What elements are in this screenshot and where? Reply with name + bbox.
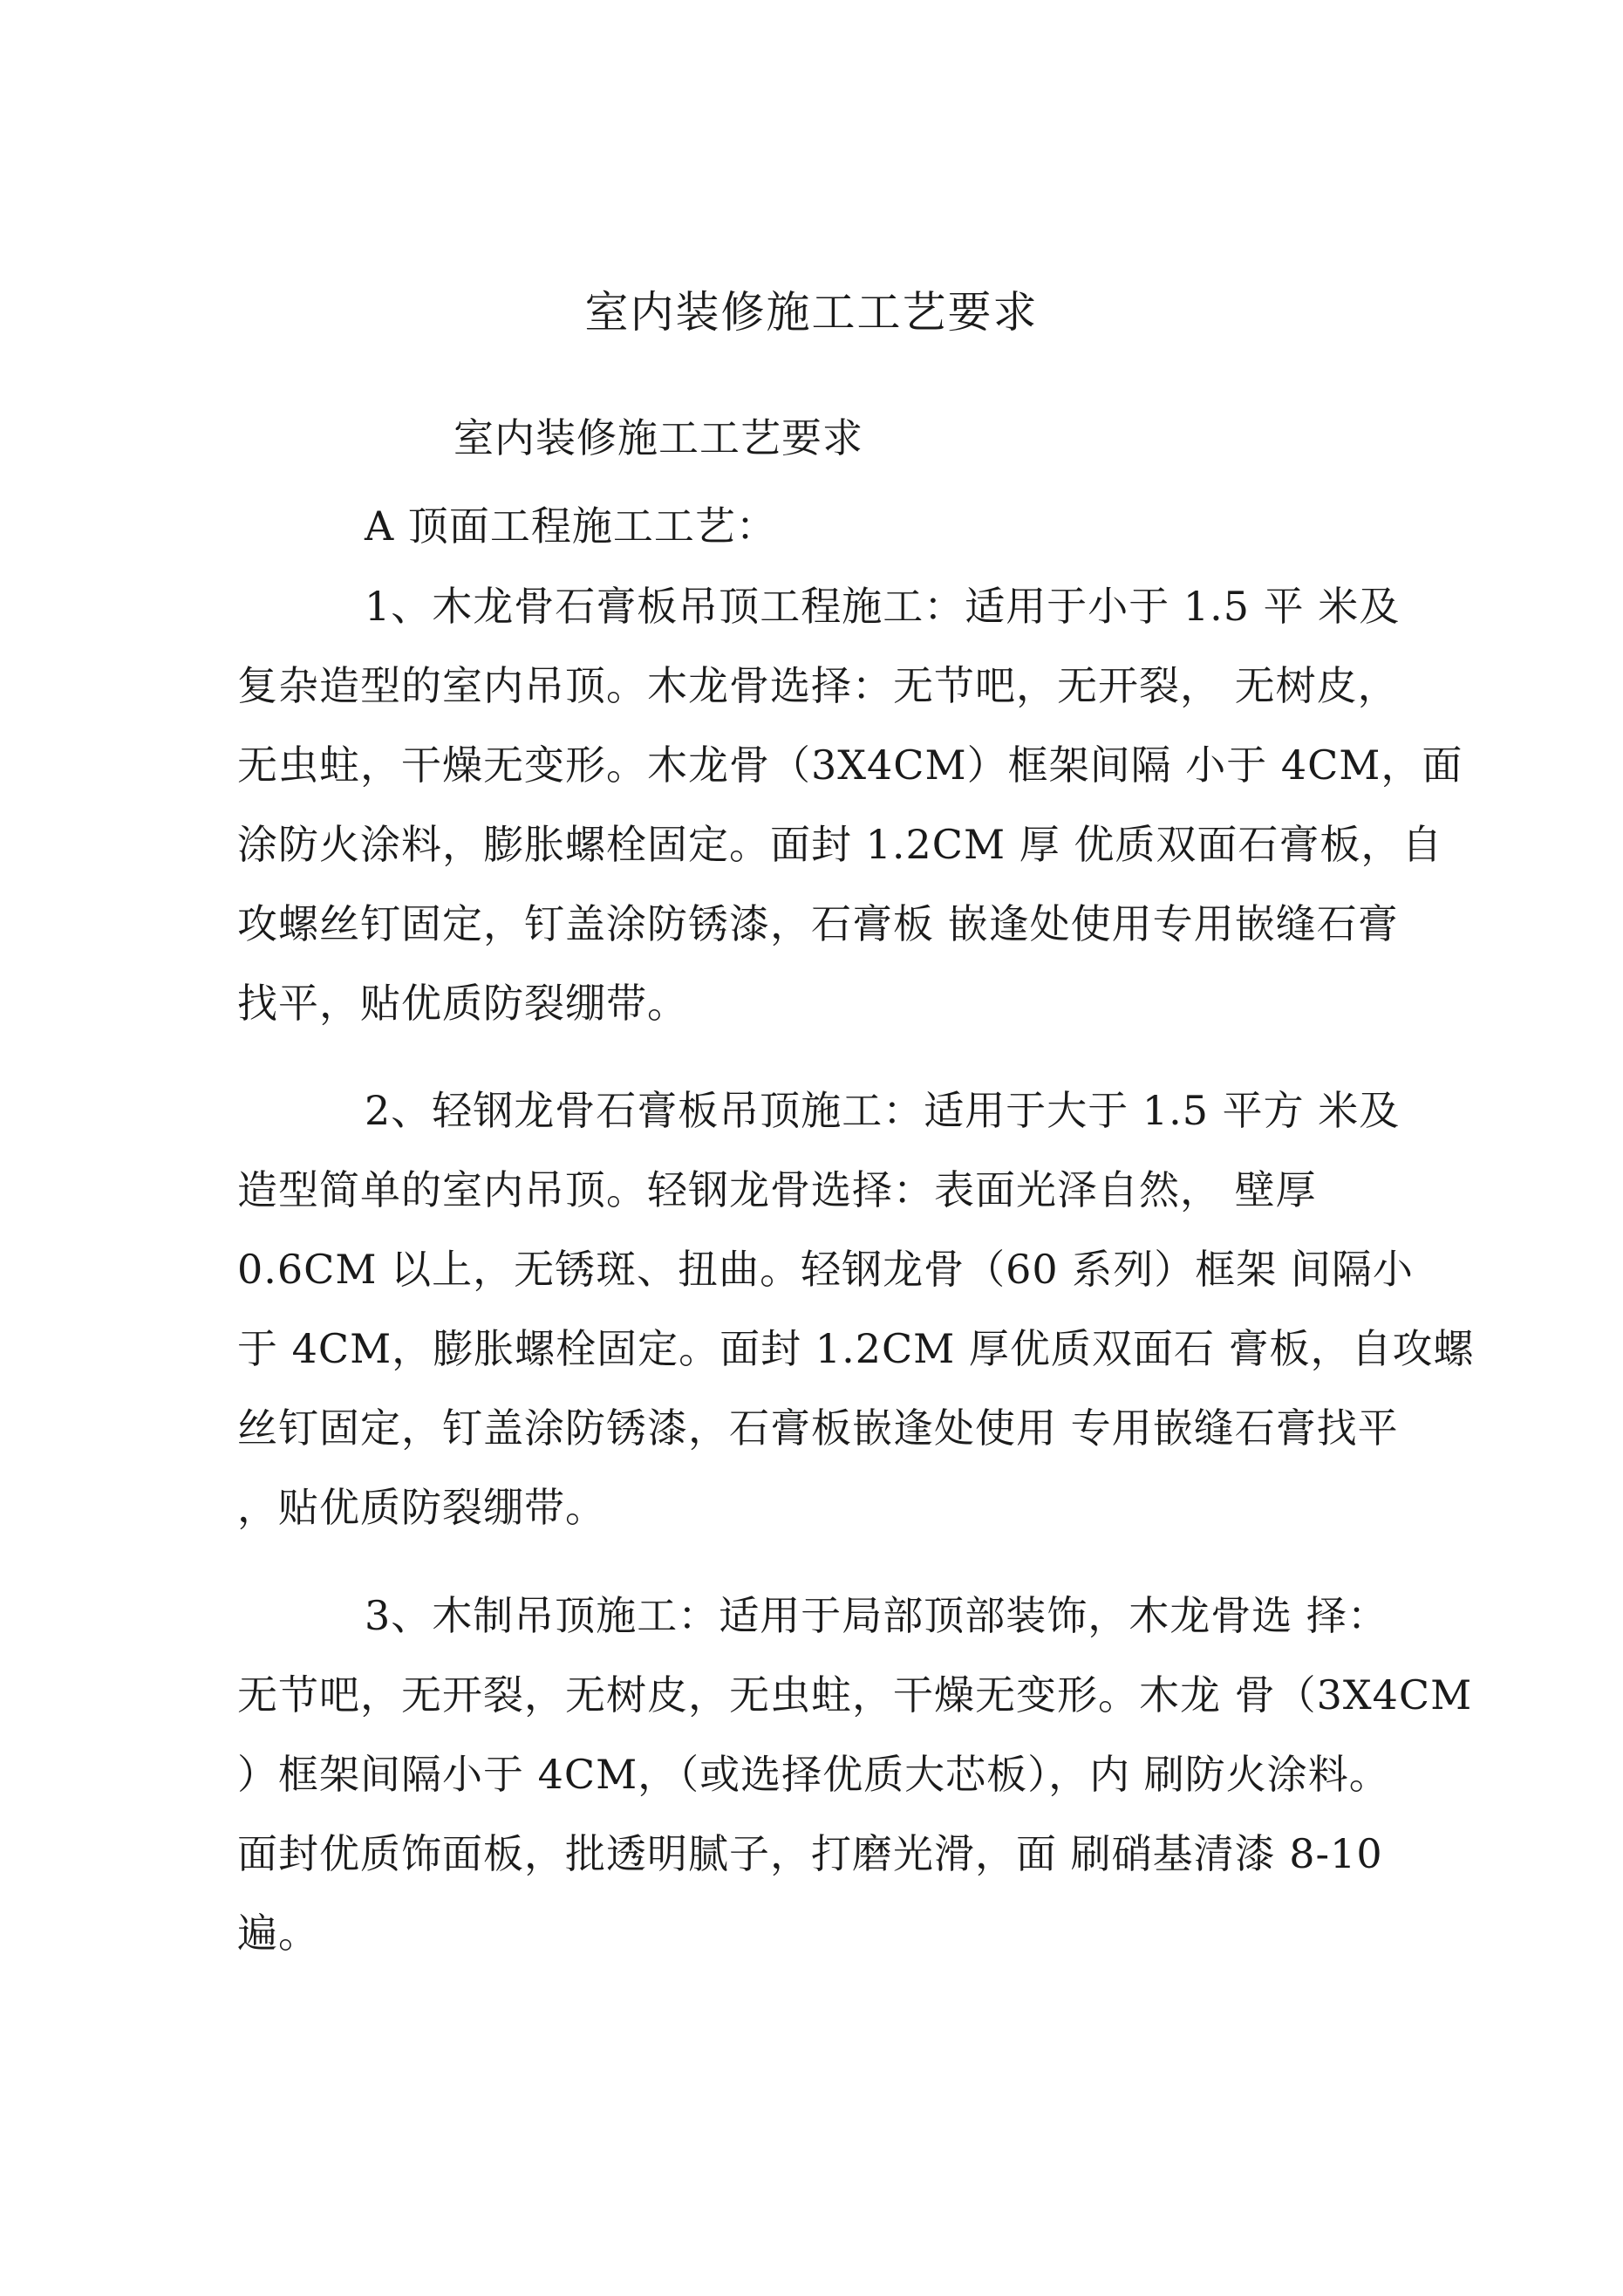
paragraph-2-line-1: 2、轻钢龙骨石膏板吊顶施工：适用于大于 1.5 平方 米及 <box>365 1087 1401 1134</box>
paragraph-1-line-3: 无虫蛀，干燥无变形。木龙骨（3X4CM）框架间隔 小于 4CM，面 <box>237 741 1463 789</box>
paragraph-3-line-1: 3、木制吊顶施工：适用于局部顶部装饰，木龙骨选 择： <box>365 1592 1388 1639</box>
paragraph-2-line-3: 0.6CM 以上，无锈斑、扭曲。轻钢龙骨（60 系列）框架 间隔小 <box>237 1246 1414 1293</box>
paragraph-3-line-3: ）框架间隔小于 4CM，（或选择优质大芯板），内 刷防火涂料。 <box>237 1751 1390 1798</box>
section-heading: A 顶面工程施工工艺： <box>365 502 777 550</box>
paragraph-3-line-4: 面封优质饰面板，批透明腻子，打磨光滑，面 刷硝基清漆 8-10 <box>237 1830 1383 1877</box>
paragraph-3-line-5: 遍。 <box>237 1910 319 1957</box>
paragraph-2-line-4: 于 4CM，膨胀螺栓固定。面封 1.2CM 厚优质双面石 膏板，自攻螺 <box>237 1325 1475 1372</box>
paragraph-2-line-2: 造型简单的室内吊顶。轻钢龙骨选择：表面光泽自然， 壁厚 <box>237 1166 1317 1213</box>
document-title: 室内装修施工工艺要求 <box>584 287 1039 338</box>
paragraph-1-line-2: 复杂造型的室内吊顶。木龙骨选择：无节吧，无开裂， 无树皮， <box>237 662 1399 709</box>
paragraph-1-line-6: 找平，贴优质防裂绷带。 <box>237 980 688 1027</box>
paragraph-1-line-4: 涂防火涂料，膨胀螺栓固定。面封 1.2CM 厚 优质双面石膏板，自 <box>237 821 1443 868</box>
paragraph-1-line-5: 攻螺丝钉固定，钉盖涂防锈漆，石膏板 嵌逢处使用专用嵌缝石膏 <box>237 900 1399 947</box>
document-subtitle: 室内装修施工工艺要求 <box>453 414 863 461</box>
paragraph-3-line-2: 无节吧，无开裂，无树皮，无虫蛀，干燥无变形。木龙 骨（3X4CM <box>237 1671 1473 1719</box>
paragraph-1-line-1: 1、木龙骨石膏板吊顶工程施工：适用于小于 1.5 平 米及 <box>365 583 1401 630</box>
paragraph-2-line-5: 丝钉固定，钉盖涂防锈漆，石膏板嵌逢处使用 专用嵌缝石膏找平 <box>237 1404 1399 1452</box>
paragraph-2-line-6: ，贴优质防裂绷带。 <box>237 1484 606 1531</box>
